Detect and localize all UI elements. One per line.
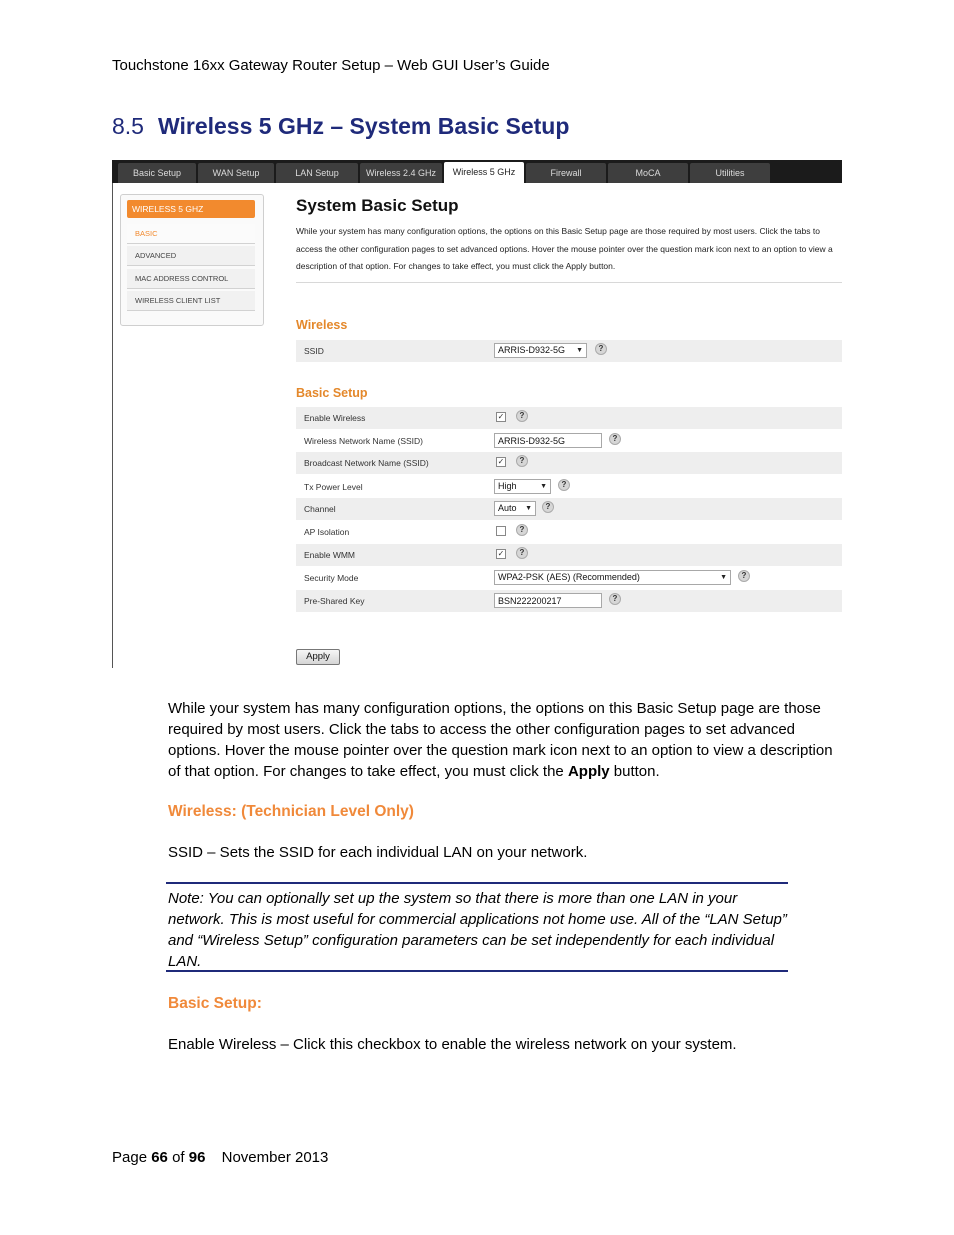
intro-text-end: button. (609, 763, 660, 780)
channel-label: Channel (304, 504, 336, 514)
broadcast-checkbox[interactable]: ✓ (497, 457, 505, 466)
tx-power-label: Tx Power Level (304, 482, 363, 492)
footer-page-total: 96 (188, 1149, 206, 1166)
row-ssid (296, 340, 842, 362)
sidebar-item-advanced[interactable]: ADVANCED (127, 246, 255, 266)
ap-isolation-checkbox[interactable] (496, 526, 506, 536)
page-title: System Basic Setup (296, 196, 459, 215)
tx-power-selected-value: High (498, 481, 517, 491)
chevron-down-icon: ▼ (720, 574, 727, 581)
row-enable-wireless (296, 407, 842, 429)
help-icon[interactable]: ? (609, 433, 621, 445)
footer-of-word: of (172, 1149, 185, 1166)
network-name-label: Wireless Network Name (SSID) (304, 436, 424, 446)
gui-screenshot (112, 160, 842, 668)
ssid-paragraph: SSID – Sets the SSID for each individual LAN on your network. (168, 844, 588, 861)
tab-firewall[interactable]: Firewall (526, 163, 606, 183)
sidebar-heading: WIRELESS 5 GHZ (127, 200, 255, 218)
row-network-name (296, 430, 842, 452)
network-name-input[interactable]: ARRIS-D932-5G (494, 433, 602, 448)
help-icon[interactable]: ? (542, 501, 554, 513)
document-header: Touchstone 16xx Gateway Router Setup – Web GUI User’s Guide (112, 57, 550, 74)
footer-date: November 2013 (221, 1149, 329, 1166)
row-channel (296, 498, 842, 520)
sidebar-item-wireless-client-list[interactable]: WIRELESS CLIENT LIST (127, 291, 255, 311)
screenshot-border (112, 160, 113, 668)
sidebar (120, 194, 264, 326)
row-broadcast (296, 452, 842, 474)
wmm-label: Enable WMM (304, 550, 356, 560)
psk-label: Pre-Shared Key (304, 596, 365, 606)
row-pre-shared-key (296, 590, 842, 612)
security-mode-label: Security Mode (304, 573, 359, 583)
help-icon[interactable]: ? (738, 570, 750, 582)
wireless-group-label: Wireless (296, 318, 348, 332)
row-enable-wmm (296, 544, 842, 566)
intro-paragraph (168, 698, 838, 782)
tab-basic-setup[interactable]: Basic Setup (118, 163, 196, 183)
wireless-subheading: Wireless: (Technician Level Only) (168, 803, 414, 820)
apply-button[interactable]: Apply (296, 649, 340, 665)
section-heading: Wireless 5 GHz – System Basic Setup (157, 113, 570, 139)
tab-wireless-24[interactable]: Wireless 2.4 GHz (360, 163, 442, 183)
help-icon[interactable]: ? (516, 524, 528, 536)
help-icon[interactable]: ? (516, 410, 528, 422)
row-tx-power (296, 476, 842, 498)
note-box (166, 882, 788, 972)
intro-text: While your system has many configuration options, the options on this Basic Setup page are those required by most users. Click the tabs to access the other configuration pages to set advanced options. Hover the mouse pointer over the question mark icon next to an option to view a description of that option. For changes to take effect, you must click the (168, 700, 833, 780)
basic-setup-subheading: Basic Setup: (168, 995, 262, 1012)
enable-wireless-paragraph: Enable Wireless – Click this checkbox to enable the wireless network on your system. (168, 1036, 737, 1053)
psk-input[interactable]: BSN222200217 (494, 593, 602, 608)
section-number: 8.5 (112, 113, 144, 139)
sidebar-item-mac-address-control[interactable]: MAC ADDRESS CONTROL (127, 269, 255, 289)
enable-wireless-checkbox[interactable]: ✓ (497, 412, 505, 421)
divider (296, 282, 842, 283)
enable-wireless-label: Enable Wireless (304, 413, 366, 423)
security-mode-select[interactable] (494, 570, 731, 585)
channel-select[interactable] (494, 501, 536, 516)
note-text: Note: You can optionally set up the system so that there is more than one LAN in your network. This is most useful for commercial applications not home use. All of the “LAN Setup” and “Wireless Setup” configuration parameters can be set independently for each individual LAN. (168, 890, 787, 970)
help-icon[interactable]: ? (558, 479, 570, 491)
ap-isolation-label: AP Isolation (304, 527, 350, 537)
ssid-selected-value: ARRIS-D932-5G (498, 345, 566, 355)
tab-lan-setup[interactable]: LAN Setup (276, 163, 358, 183)
help-icon[interactable]: ? (516, 547, 528, 559)
wmm-checkbox[interactable]: ✓ (497, 549, 505, 558)
ssid-select[interactable] (494, 343, 587, 358)
page-description: While your system has many configuration options, the options on this Basic Setup page are those required by most users. Click the tabs to access the other configuration pages to set advanced options. Hover the mouse pointer over the question mark icon next to an option to view a description of that option. For changes to take effect, you must click the Apply button. (296, 226, 833, 271)
channel-selected-value: Auto (498, 503, 517, 513)
ssid-label: SSID (304, 346, 324, 356)
intro-apply-emphasis: Apply (567, 763, 610, 780)
page-footer (112, 1149, 328, 1166)
section-title (112, 113, 569, 140)
broadcast-label: Broadcast Network Name (SSID) (304, 458, 429, 468)
tab-utilities[interactable]: Utilities (690, 163, 770, 183)
chevron-down-icon: ▼ (540, 483, 547, 490)
basic-group-label: Basic Setup (296, 386, 368, 400)
security-mode-selected-value: WPA2-PSK (AES) (Recommended) (498, 572, 640, 582)
help-icon[interactable]: ? (609, 593, 621, 605)
chevron-down-icon: ▼ (525, 505, 532, 512)
row-security-mode (296, 567, 842, 589)
footer-page-word: Page (112, 1149, 148, 1166)
chevron-down-icon: ▼ (576, 347, 583, 354)
help-icon[interactable]: ? (595, 343, 607, 355)
tx-power-select[interactable] (494, 479, 551, 494)
row-ap-isolation (296, 521, 842, 543)
tab-wireless-5[interactable]: Wireless 5 GHz (444, 162, 524, 183)
tab-moca[interactable]: MoCA (608, 163, 688, 183)
help-icon[interactable]: ? (516, 455, 528, 467)
sidebar-item-basic[interactable]: BASIC (127, 224, 255, 244)
tab-bar (112, 160, 842, 183)
tab-wan-setup[interactable]: WAN Setup (198, 163, 274, 183)
footer-page-number: 66 (151, 1149, 168, 1166)
